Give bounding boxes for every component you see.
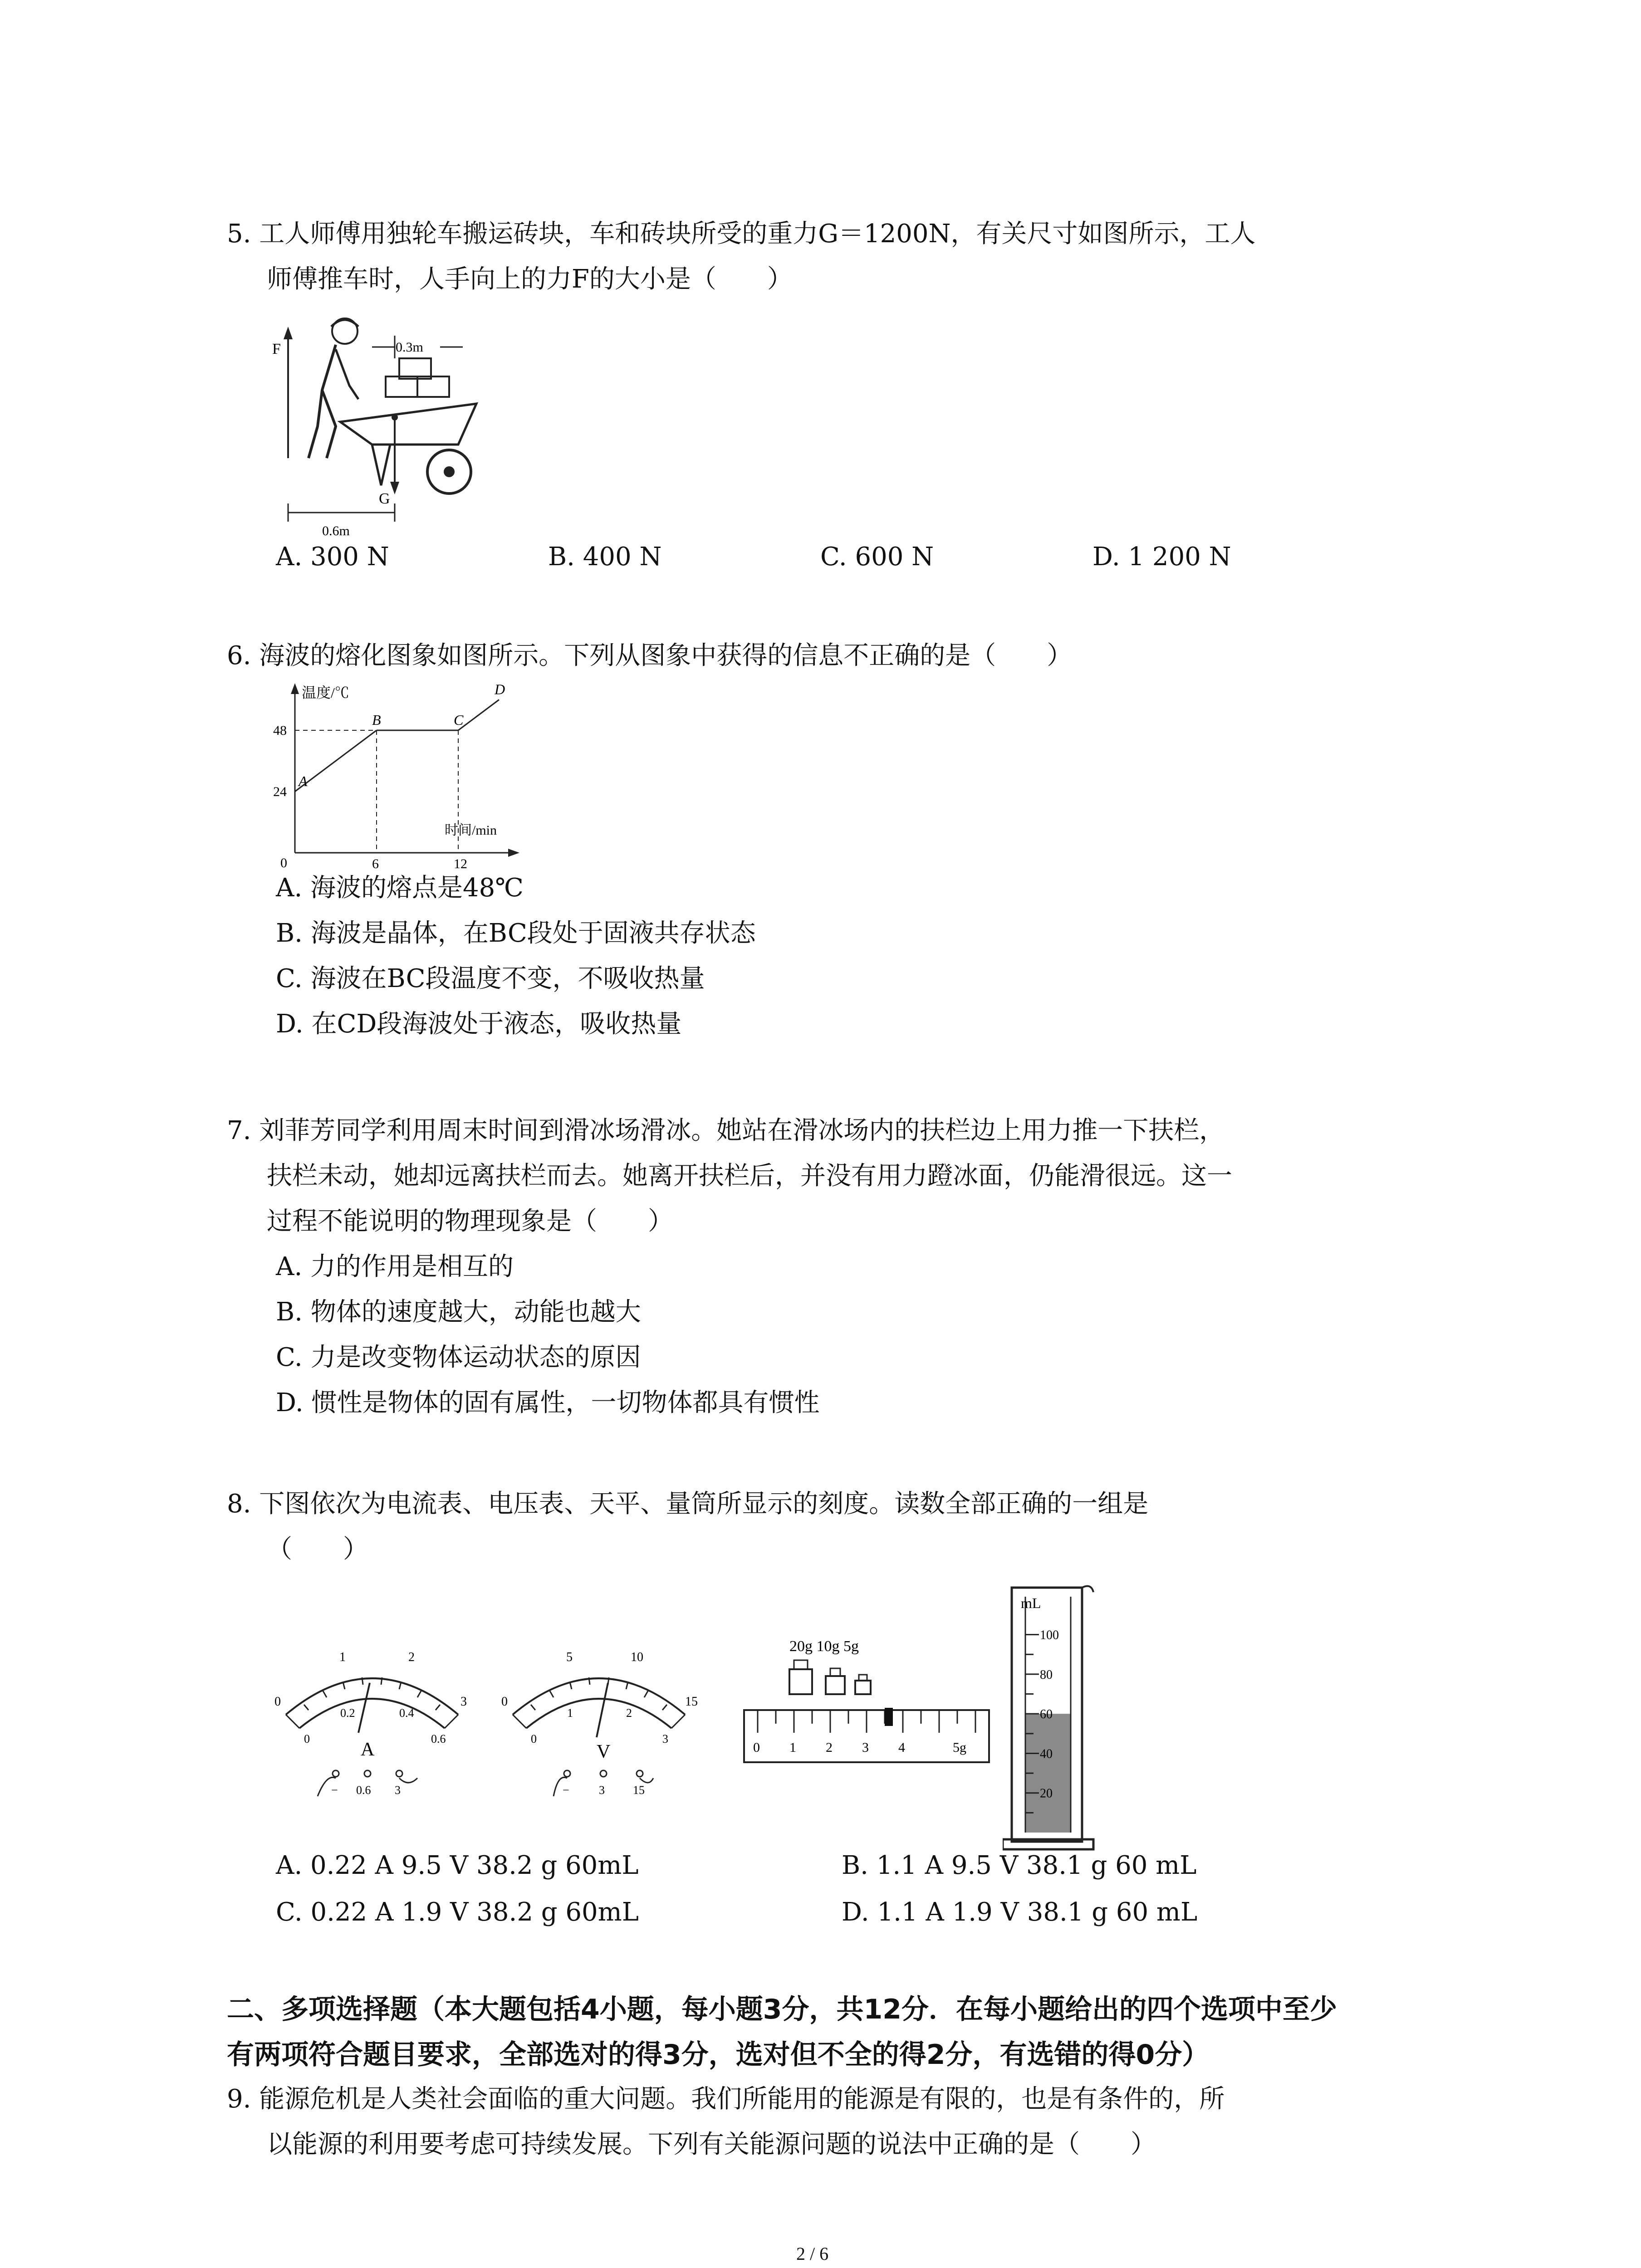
x-axis-label: 时间/min: [445, 823, 497, 838]
ammeter-top-tick-3: 3: [460, 1695, 467, 1709]
q7-option-d: D. 惯性是物体的固有属性，一切物体都具有惯性: [276, 1388, 820, 1418]
q8-stem-line1: 8. 下图依次为电流表、电压表、天平、量筒所显示的刻度。读数全部正确的一组是: [227, 1489, 1149, 1519]
q7-option-c: C. 力是改变物体运动状态的原因: [276, 1343, 641, 1372]
voltmeter-top-tick-10: 10: [631, 1650, 643, 1664]
dim-0.6m: 0.6m: [322, 523, 350, 538]
balance-tick-4: 4: [898, 1740, 905, 1755]
melting-chart: [268, 680, 531, 871]
voltmeter-bottom-tick-3: 3: [662, 1732, 668, 1745]
ammeter-terminal-neg: −: [331, 1784, 338, 1797]
x-tick-6: 6: [372, 856, 379, 871]
q9-stem-line1: 9. 能源危机是人类社会面临的重大问题。我们所能用的能源是有限的，也是有条件的，所: [227, 2084, 1225, 2114]
q7-stem-line2: 扶栏未动，她却远离扶栏而去。她离开扶栏后，并没有用力蹬冰面，仍能滑很远。这一: [267, 1161, 1232, 1191]
voltmeter-terminal-3: 3: [599, 1784, 605, 1797]
q5-option-d: D. 1 200 N: [1092, 542, 1231, 572]
ammeter-bottom-tick-3: 0.6: [431, 1732, 446, 1745]
voltmeter-top-tick-5: 5: [566, 1650, 573, 1664]
balance-tick-0: 0: [753, 1740, 760, 1755]
balance-figure: [740, 1633, 1003, 1787]
ammeter-top-tick-0: 0: [274, 1695, 281, 1709]
origin-label: 0: [280, 855, 287, 870]
page-number: 2 / 6: [796, 2244, 829, 2264]
balance-tick-3: 3: [862, 1740, 869, 1755]
q5-option-b: B. 400 N: [548, 542, 662, 572]
q6-option-b: B. 海波是晶体，在BC段处于固液共存状态: [276, 919, 756, 948]
voltmeter-unit-label: V: [597, 1741, 611, 1762]
cylinder-figure: [1003, 1579, 1102, 1860]
q8-stem-line2: （ ）: [267, 1535, 368, 1564]
q8-option-a: A. 0.22 A 9.5 V 38.2 g 60mL: [276, 1851, 639, 1880]
q6-option-d: D. 在CD段海波处于液态，吸收热量: [276, 1009, 682, 1039]
x-axis-arrow: [508, 849, 519, 857]
gravity-g-label: G: [379, 490, 390, 507]
point-label-A: A: [299, 773, 308, 789]
q9-stem-line2: 以能源的利用要考虑可持续发展。下列有关能源问题的说法中正确的是（ ）: [267, 2130, 1156, 2159]
ammeter-bottom-tick-2: 0.4: [399, 1706, 414, 1720]
cylinder-tick-label-40: 40: [1040, 1747, 1053, 1761]
q5-stem-line1: 5. 工人师傅用独轮车搬运砖块，车和砖块所受的重力G＝1200N，有关尺寸如图所示，工人: [227, 219, 1256, 249]
wheelbarrow-figure: [268, 308, 485, 544]
voltmeter-top-tick-15: 15: [685, 1695, 698, 1709]
q7-option-b: B. 物体的速度越大，动能也越大: [276, 1297, 641, 1327]
voltmeter-bottom-tick-0: 0: [531, 1732, 537, 1745]
q8-option-b: B. 1.1 A 9.5 V 38.1 g 60 mL: [842, 1851, 1197, 1880]
dim-0.3m: 0.3m: [396, 340, 423, 355]
point-label-B: B: [372, 712, 381, 728]
ammeter-top-tick-1: 1: [339, 1650, 346, 1664]
section2-heading-line2: 有两项符合题目要求，全部选对的得3分，选对但不全的得2分，有选错的得0分）: [227, 2039, 1210, 2071]
point-label-D: D: [495, 681, 505, 698]
q6-stem-line1: 6. 海波的熔化图象如图所示。下列从图象中获得的信息不正确的是（ ）: [227, 641, 1073, 670]
voltmeter-bottom-tick-1: 1: [567, 1706, 573, 1720]
ammeter-terminal-3: 3: [395, 1784, 401, 1797]
q7-stem-line1: 7. 刘菲芳同学利用周末时间到滑冰场滑冰。她站在滑冰场内的扶栏边上用力推一下扶栏，: [227, 1116, 1225, 1145]
balance-tick-5g: 5g: [953, 1740, 966, 1755]
voltmeter-bottom-tick-2: 2: [626, 1706, 632, 1720]
section2-heading-line1: 二、多项选择题（本大题包括4小题，每小题3分，共12分．在每小题给出的四个选项中至少: [227, 1994, 1337, 2025]
q6-option-a: A. 海波的熔点是48℃: [276, 873, 524, 903]
balance-tick-2: 2: [826, 1740, 833, 1755]
q5-stem-line2: 师傅推车时，人手向上的力F的大小是（ ）: [267, 264, 793, 294]
x-tick-12: 12: [454, 856, 467, 871]
force-f-label: F: [272, 341, 281, 357]
q8-option-c: C. 0.22 A 1.9 V 38.2 g 60mL: [276, 1897, 639, 1927]
ammeter-bottom-tick-0: 0: [304, 1732, 310, 1745]
cylinder-tick-label-100: 100: [1040, 1628, 1059, 1642]
balance-weights-label: 20g 10g 5g: [789, 1638, 859, 1655]
ammeter-bottom-tick-1: 0.2: [340, 1706, 355, 1720]
ammeter-unit-label: A: [361, 1739, 375, 1760]
voltmeter-figure: [495, 1642, 703, 1805]
voltmeter-terminal-neg: −: [563, 1784, 569, 1797]
cylinder-unit-label: mL: [1021, 1595, 1041, 1611]
q5-option-a: A. 300 N: [276, 542, 389, 572]
y-axis-arrow: [291, 683, 299, 694]
q7-option-a: A. 力的作用是相互的: [276, 1252, 514, 1281]
point-label-C: C: [454, 712, 464, 728]
cylinder-tick-label-80: 80: [1040, 1667, 1053, 1682]
ammeter-terminal-0.6: 0.6: [356, 1784, 371, 1797]
curve-segment-CD: [458, 700, 499, 731]
y-tick-48: 48: [273, 723, 287, 738]
balance-tick-1: 1: [789, 1740, 796, 1755]
voltmeter-terminal-15: 15: [633, 1784, 645, 1797]
y-axis-label: 温度/℃: [302, 684, 349, 701]
q8-option-d: D. 1.1 A 1.9 V 38.1 g 60 mL: [842, 1897, 1198, 1927]
voltmeter-top-tick-0: 0: [501, 1695, 508, 1709]
ammeter-figure: [268, 1642, 476, 1805]
ammeter-top-tick-2: 2: [408, 1650, 415, 1664]
cylinder-tick-label-60: 60: [1040, 1707, 1053, 1722]
q6-option-c: C. 海波在BC段温度不变，不吸收热量: [276, 964, 705, 993]
q5-option-c: C. 600 N: [820, 542, 934, 572]
cylinder-tick-label-20: 20: [1040, 1786, 1053, 1801]
y-tick-24: 24: [273, 784, 287, 799]
q7-stem-line3: 过程不能说明的物理现象是（ ）: [267, 1207, 673, 1236]
